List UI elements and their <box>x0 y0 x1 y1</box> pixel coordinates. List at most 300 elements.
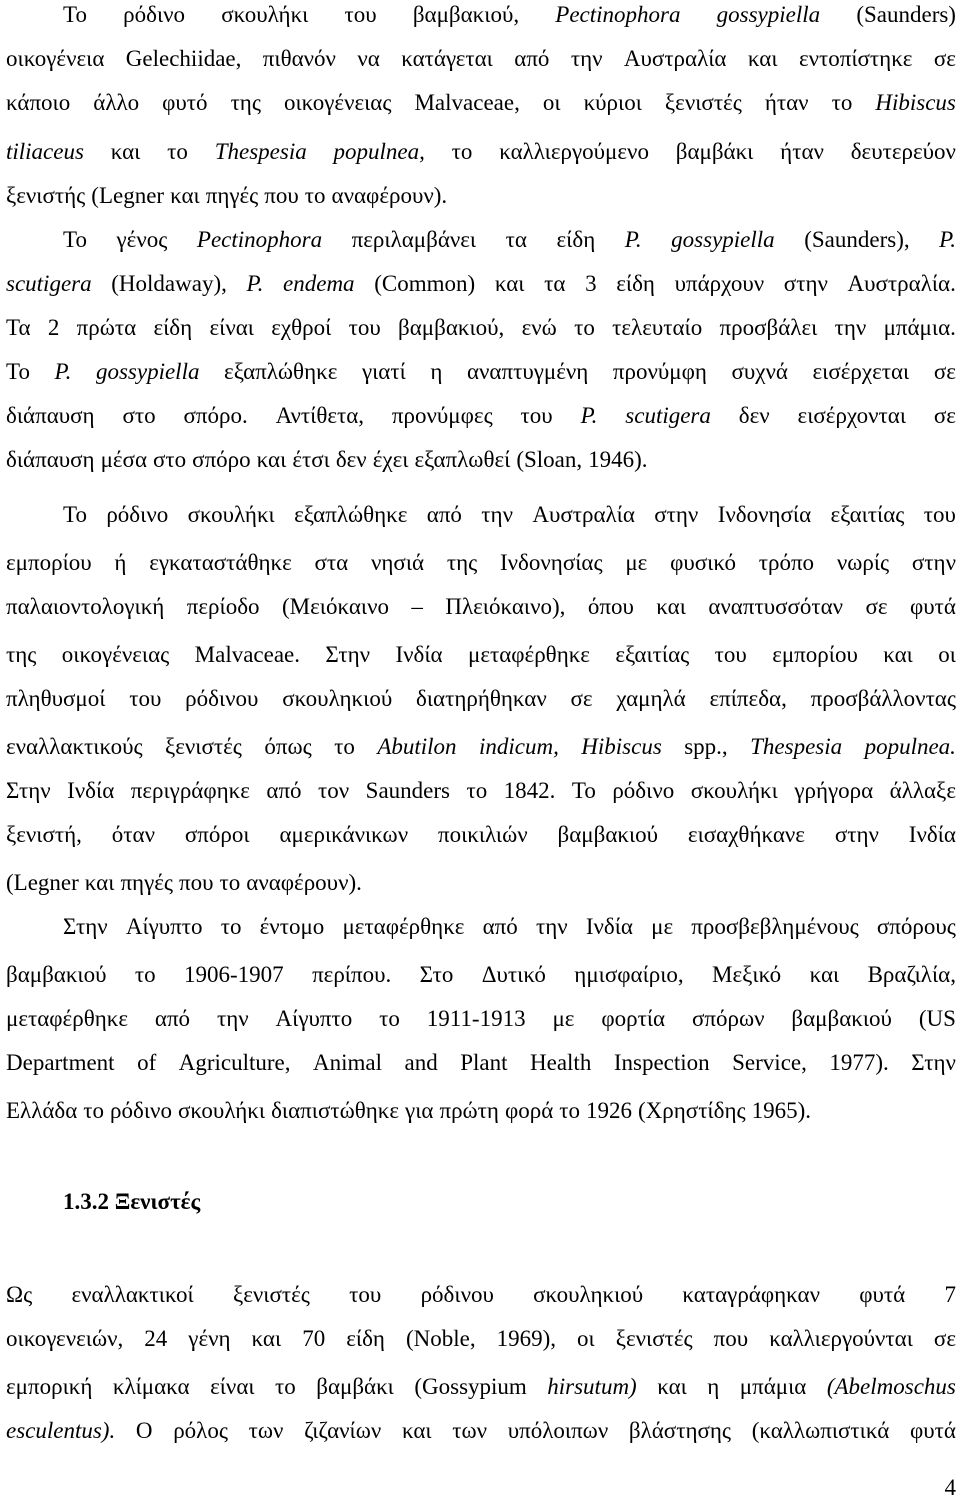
word: αμερικάνικων <box>279 822 409 847</box>
word: προνύμφες <box>391 403 493 428</box>
text-line <box>6 1416 956 1446</box>
word: κλίμακα <box>112 1374 190 1399</box>
word: 1906-1907 <box>184 962 284 987</box>
word: Ινδία <box>585 914 633 939</box>
word: όπου <box>587 594 634 619</box>
word: Το <box>6 359 30 384</box>
word: 1946). <box>588 447 648 472</box>
word: και <box>809 962 840 987</box>
text-line <box>6 592 956 622</box>
word: μπάμια. <box>883 315 956 340</box>
word: άλλο <box>93 90 140 115</box>
word: τελευταίο <box>612 315 703 340</box>
text-line <box>6 1372 956 1402</box>
word: gossypiella <box>671 227 775 252</box>
word: η <box>430 359 443 384</box>
word: ζιζανίων <box>304 1418 382 1443</box>
word: ήταν <box>764 90 809 115</box>
word: Το <box>571 778 596 803</box>
word: σκουληκιού <box>533 1282 644 1307</box>
word: περιλαμβάνει <box>351 227 477 252</box>
word: Saunders <box>365 778 450 803</box>
text-line <box>6 1096 956 1126</box>
text-line <box>6 137 956 167</box>
word: εξαπλώθηκε <box>294 502 408 527</box>
word: σε <box>933 1326 956 1351</box>
word: υπόλοιπων <box>507 1418 609 1443</box>
word: αναπτυσσόταν <box>708 594 844 619</box>
word: και <box>747 46 778 71</box>
word: βαμβακιού <box>6 962 107 987</box>
word: βαμβακιού, <box>412 2 520 27</box>
text-line <box>6 1004 956 1034</box>
word: καλλιεργούμενο <box>499 139 649 164</box>
word: του <box>348 315 381 340</box>
word: βαμβακιού, <box>398 315 505 340</box>
text-line <box>6 960 956 990</box>
word: πηγές <box>120 870 174 895</box>
word: εισέρχονται <box>797 403 907 428</box>
word: σπόρο <box>192 447 251 472</box>
word: το <box>275 1374 296 1399</box>
word: (Saunders) <box>856 2 956 27</box>
word: το <box>167 139 188 164</box>
word: προσβεβλημένους <box>691 914 859 939</box>
word: σπόροι <box>184 822 250 847</box>
word: Plant <box>460 1050 508 1075</box>
word: εξαπλώθηκε <box>224 359 338 384</box>
word: Δυτικό <box>481 962 546 987</box>
word: ρόδινου <box>185 686 259 711</box>
word: σε <box>933 403 956 428</box>
word: εξαιτίας <box>615 642 690 667</box>
word: σπόρο. <box>183 403 248 428</box>
word: των <box>452 1418 488 1443</box>
word: του <box>714 642 747 667</box>
word: (Common) <box>374 271 476 296</box>
word: που <box>713 1326 749 1351</box>
word: είδη <box>346 1326 385 1351</box>
word: tiliaceus <box>6 139 84 164</box>
word: περίοδο <box>186 594 260 619</box>
word: σκουλήκι <box>690 778 778 803</box>
word: Το <box>63 227 87 252</box>
word: Στην <box>325 642 371 667</box>
word: ενώ <box>521 315 557 340</box>
word: scutigera <box>6 271 92 296</box>
word: να <box>357 46 380 71</box>
word: πρώτα <box>76 315 137 340</box>
word: κάποιο <box>6 90 71 115</box>
word: βαμβακιού <box>557 822 659 847</box>
word: το <box>334 734 355 759</box>
word: Στην <box>911 1050 956 1075</box>
word: ρόδινο <box>123 2 186 27</box>
word: την <box>570 46 603 71</box>
text-line <box>6 820 956 850</box>
word: της <box>230 90 261 115</box>
word: 1842. <box>503 778 556 803</box>
word: Ινδία <box>67 778 115 803</box>
word: (Gossypium <box>414 1374 527 1399</box>
word: σε <box>933 46 956 71</box>
word: (Holdaway), <box>111 271 227 296</box>
word: διατηρήθηκαν <box>416 686 547 711</box>
word: προνύμφη <box>612 359 707 384</box>
word: την <box>535 914 568 939</box>
text-line <box>6 401 956 431</box>
word: of <box>137 1050 157 1075</box>
word: το <box>466 778 488 803</box>
word: και <box>401 1418 432 1443</box>
section-heading: 1.3.2 Ξενιστές <box>63 1189 201 1214</box>
text-line <box>6 868 956 898</box>
word: Ελλάδα <box>6 1098 78 1123</box>
word: στην <box>654 502 699 527</box>
word: Αίγυπτο <box>275 1006 353 1031</box>
word: Ινδία <box>395 642 443 667</box>
word: αναφέρουν). <box>246 870 362 895</box>
word: σκουλήκι <box>177 1098 266 1123</box>
word: είναι <box>209 315 254 340</box>
word: Πλειόκαινο), <box>445 594 566 619</box>
word: το <box>220 914 242 939</box>
word: (Abelmoschus <box>826 1374 956 1399</box>
text-line <box>6 1048 956 1078</box>
word: – <box>411 594 423 619</box>
word: φορά <box>504 1098 554 1123</box>
word: 1926 <box>586 1098 633 1123</box>
word: ρόδινου <box>420 1282 494 1307</box>
word: εναλλακτικούς <box>6 734 143 759</box>
word: βαμβακιού <box>791 1006 892 1031</box>
word: ήταν <box>780 139 824 164</box>
word: 3 <box>585 271 597 296</box>
word: spp., <box>684 734 728 759</box>
word: εμπορίου <box>772 642 858 667</box>
word: P. <box>939 227 956 252</box>
text-line <box>6 1280 956 1310</box>
word: κατάγεται <box>401 46 493 71</box>
word: Inspection <box>613 1050 710 1075</box>
word: οικογένειας <box>61 642 170 667</box>
word: στην <box>911 550 956 575</box>
word: ποικιλιών <box>437 822 528 847</box>
word: δεν <box>335 447 367 472</box>
word: εναλλακτικοί <box>71 1282 194 1307</box>
word: 1977). <box>829 1050 889 1075</box>
word: στην <box>783 271 828 296</box>
word: οι <box>577 1326 595 1351</box>
word: P. <box>580 403 598 428</box>
word: φυσικό <box>670 550 736 575</box>
word: που <box>179 870 214 895</box>
word: esculentus). <box>6 1418 116 1443</box>
text-line <box>6 313 956 343</box>
word: Health <box>530 1050 592 1075</box>
word: του <box>923 502 956 527</box>
word: το <box>451 139 473 164</box>
word: την <box>834 315 867 340</box>
word: προσβάλλοντας <box>810 686 956 711</box>
word: του <box>129 686 162 711</box>
word: εντοπίστηκε <box>798 46 913 71</box>
text-line <box>6 44 956 74</box>
word: μεταφέρθηκε <box>342 914 465 939</box>
word: (Μειόκαινο <box>281 594 389 619</box>
word: φυτό <box>162 90 208 115</box>
text-line <box>6 776 956 806</box>
word: μπάμια <box>739 1374 807 1399</box>
word: το <box>83 1098 105 1123</box>
word: Agriculture, <box>178 1050 291 1075</box>
word: indicum, <box>479 734 559 759</box>
word: Αίγυπτο <box>125 914 203 939</box>
word: η <box>707 1374 720 1399</box>
word: gossypiella <box>716 2 821 27</box>
word: από <box>426 502 462 527</box>
text-line <box>6 684 956 714</box>
word: ρόδινο <box>106 502 169 527</box>
word: πληθυσμοί <box>6 686 106 711</box>
word: Department <box>6 1050 115 1075</box>
word: και <box>883 642 913 667</box>
word: στο <box>153 447 187 472</box>
page-number: 4 <box>944 1475 956 1500</box>
word: του <box>344 2 377 27</box>
word: Abutilon <box>377 734 457 759</box>
text-line <box>6 88 956 118</box>
word: αναπτυγμένη <box>466 359 589 384</box>
word: ξενιστές <box>233 1282 310 1307</box>
word: και <box>494 271 525 296</box>
word: Service, <box>732 1050 807 1075</box>
word: στην <box>834 822 879 847</box>
word: σκουλήκι <box>221 2 309 27</box>
word: διάπαυση <box>6 403 95 428</box>
word: γένος <box>116 227 168 252</box>
word: γρήγορα <box>794 778 874 803</box>
word: Pectinophora <box>196 227 323 252</box>
word: τα <box>544 271 566 296</box>
word: Ινδία <box>908 822 956 847</box>
word: Βραζιλία, <box>867 962 956 987</box>
word: Μεξικό <box>712 962 782 987</box>
word: (καλλωπιστικά <box>751 1418 890 1443</box>
word: Thespesia <box>214 139 307 164</box>
word: και <box>110 139 141 164</box>
word: στο <box>122 403 156 428</box>
word: το <box>559 1098 581 1123</box>
word: populnea. <box>864 734 956 759</box>
word: (Legner <box>6 870 79 895</box>
word: από <box>482 914 518 939</box>
word: scutigera <box>625 403 711 428</box>
word: με <box>651 914 674 939</box>
word: είδη <box>556 227 596 252</box>
word: πιθανόν <box>262 46 336 71</box>
word: αναφέρουν). <box>331 183 448 208</box>
text-line <box>6 357 956 387</box>
word: χαμηλά <box>616 686 686 711</box>
word: το <box>379 1006 400 1031</box>
text-line <box>6 1324 956 1354</box>
text-line <box>6 640 956 670</box>
word: νωρίς <box>836 550 890 575</box>
word: βαμβάκι <box>675 139 754 164</box>
word: σε <box>933 359 956 384</box>
word: τρόπο <box>758 550 815 575</box>
word: εγκαταστάθηκε <box>149 550 292 575</box>
word: Ως <box>6 1282 33 1307</box>
word: οικογένειας <box>283 90 392 115</box>
word: φυτά <box>909 1418 956 1443</box>
word: (Saunders), <box>804 227 910 252</box>
word: 24 <box>144 1326 168 1351</box>
word: καταγράφηκαν <box>682 1282 820 1307</box>
word: γιατί <box>361 359 406 384</box>
word: σε <box>865 594 888 619</box>
word: προσβάλει <box>719 315 818 340</box>
word: ή <box>114 550 127 575</box>
word: 1911-1913 <box>426 1006 526 1031</box>
text-line <box>6 445 956 475</box>
word: 7 <box>944 1282 956 1307</box>
word: εμπορική <box>6 1374 93 1399</box>
word: το <box>831 90 853 115</box>
word: έντομο <box>259 914 325 939</box>
word: την <box>481 502 513 527</box>
word: βαμβάκι <box>316 1374 394 1399</box>
word: σκουλήκι <box>187 502 275 527</box>
word: από <box>154 1006 191 1031</box>
word: με <box>552 1006 575 1031</box>
word: Hibiscus <box>875 90 956 115</box>
word: που <box>264 183 299 208</box>
word: έχει <box>372 447 409 472</box>
word: σπόρους <box>876 914 956 939</box>
word: (US <box>918 1006 956 1031</box>
word: περιγράφηκε <box>130 778 250 803</box>
text-line <box>63 912 956 942</box>
word: από <box>266 778 302 803</box>
word: επίπεδα, <box>709 686 787 711</box>
text-line <box>63 500 956 530</box>
word: Ινδονησία <box>717 502 812 527</box>
word: Malvaceae. <box>194 642 301 667</box>
word: Τα <box>6 315 31 340</box>
word: των <box>248 1418 284 1443</box>
word: της <box>446 550 478 575</box>
word: μέσα <box>100 447 148 472</box>
word: μεταφέρθηκε <box>467 642 590 667</box>
word: οι <box>542 90 561 115</box>
word: (Noble, <box>405 1326 476 1351</box>
word: το <box>574 315 595 340</box>
word: και <box>84 870 115 895</box>
word: ημισφαίριο, <box>574 962 684 987</box>
word: 1969), <box>496 1326 557 1351</box>
word: ξενιστές <box>165 734 242 759</box>
word: and <box>404 1050 438 1075</box>
word: διάπαυση <box>6 447 95 472</box>
word: είδη <box>153 315 193 340</box>
word: είδη <box>616 271 655 296</box>
word: συχνά <box>731 359 788 384</box>
word: ξενιστές <box>664 90 742 115</box>
word: είναι <box>210 1374 255 1399</box>
word: εισαχθήκανε <box>687 822 805 847</box>
word: και <box>256 447 287 472</box>
word: Ινδονησίας <box>500 550 603 575</box>
word: οι <box>938 642 956 667</box>
word: της <box>6 642 37 667</box>
text-line <box>6 548 956 578</box>
word: έτσι <box>292 447 330 472</box>
word: οικογένεια <box>6 46 105 71</box>
word: Αυστραλία <box>532 502 635 527</box>
word: gossypiella <box>95 359 200 384</box>
word: endema <box>283 271 355 296</box>
word: ξενιστές <box>615 1326 693 1351</box>
word: πηγές <box>205 183 259 208</box>
word: Στο <box>419 962 454 987</box>
word: όπως <box>264 734 312 759</box>
word: εξαιτίας <box>830 502 905 527</box>
word: δεν <box>738 403 770 428</box>
word: την <box>216 1006 249 1031</box>
word: και <box>656 594 686 619</box>
word: P. <box>624 227 642 252</box>
word: του <box>520 403 553 428</box>
word: και <box>251 1326 282 1351</box>
word: άλλαξε <box>889 778 956 803</box>
word: Ο <box>135 1418 153 1443</box>
word: οικογενειών, <box>6 1326 124 1351</box>
word: στα <box>314 550 349 575</box>
word: Αντίθετα, <box>275 403 365 428</box>
word: διαπιστώθηκε <box>271 1098 400 1123</box>
word: 1965). <box>751 1098 812 1123</box>
word: (Legner <box>91 183 165 208</box>
word: κύριοι <box>583 90 642 115</box>
word: καλλιεργούνται <box>769 1326 913 1351</box>
word: και <box>657 1374 687 1399</box>
word: ρόδινο <box>612 778 675 803</box>
word: P. <box>54 359 72 384</box>
word: Στην <box>6 778 51 803</box>
word: ρόλος <box>173 1418 228 1443</box>
word: από <box>514 46 550 71</box>
word: γένη <box>188 1326 231 1351</box>
word: Animal <box>313 1050 383 1075</box>
word: Gelechiidae, <box>125 46 242 71</box>
text-line <box>63 0 956 30</box>
word: ρόδινο <box>110 1098 172 1123</box>
word: υπάρχουν <box>674 271 765 296</box>
word: εξαπλωθεί <box>414 447 511 472</box>
word: Αυστραλία <box>623 46 727 71</box>
word: με <box>625 550 648 575</box>
word: και <box>170 183 200 208</box>
word: δευτερεύον <box>850 139 956 164</box>
word: Hibiscus <box>581 734 662 759</box>
text-line <box>63 225 956 255</box>
word: το <box>134 962 156 987</box>
word: Αυστραλία. <box>847 271 956 296</box>
word: ξενιστής <box>6 183 86 208</box>
word: για <box>405 1098 434 1123</box>
